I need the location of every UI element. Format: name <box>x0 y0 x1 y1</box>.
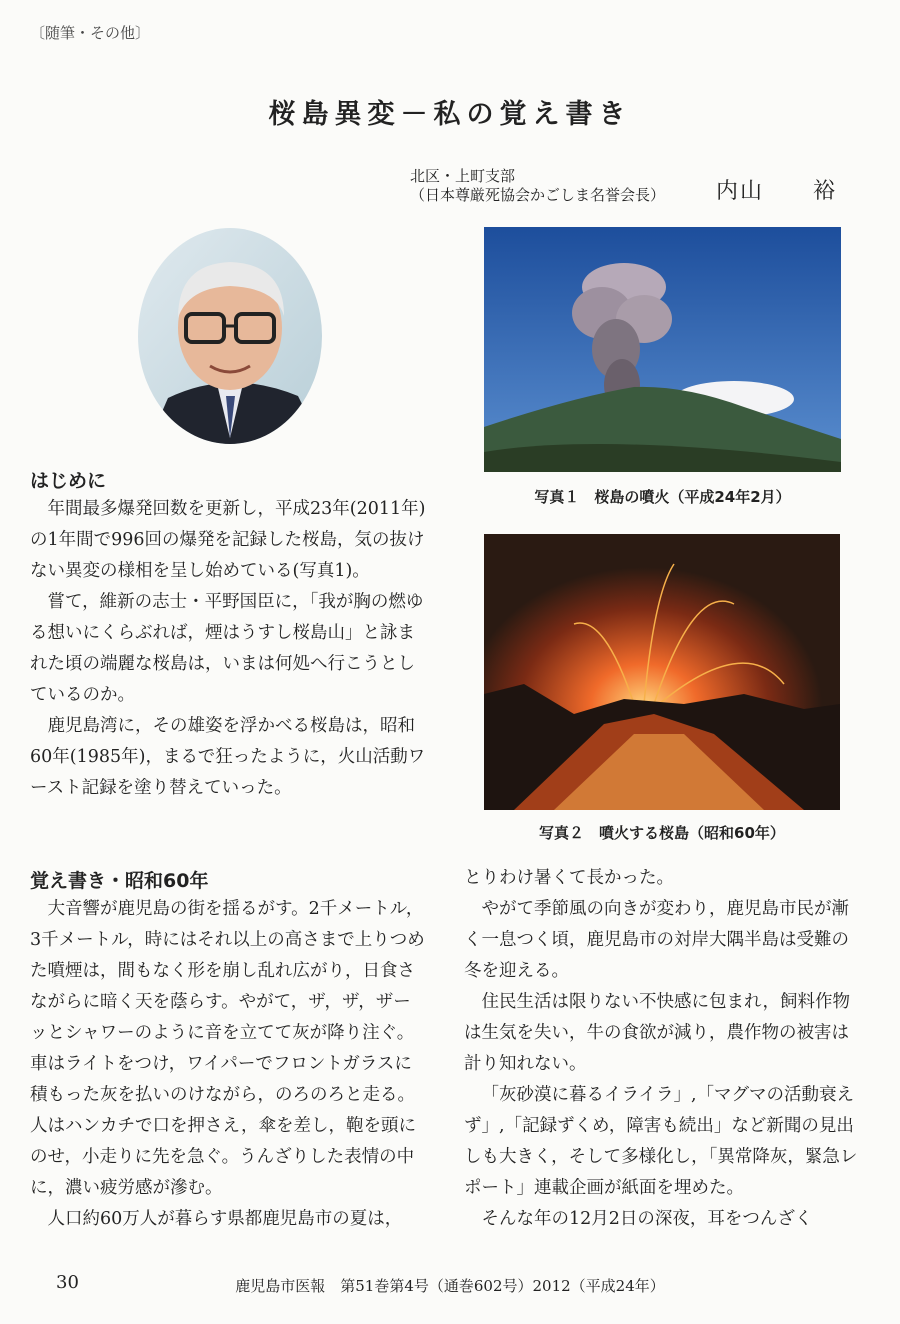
photo-1-caption: 写真１ 桜島の噴火（平成24年2月） <box>534 488 791 506</box>
paragraph: 「灰砂漠に暮るイライラ」,「マグマの活動衰えず」,「記録ずくめ，障害も続出」など新聞の見出しも大きく，そして多様化し，「異常降灰，緊急レポート」連載企画が紙面を埋めた。 <box>464 1085 858 1198</box>
page-number: 30 <box>56 1272 79 1293</box>
paragraph: 人口約60万人が暮らす県都鹿児島市の夏は， <box>47 1209 403 1229</box>
paragraph: やがて季節風の向きが変わり，鹿児島市民が漸く一息つく頃，鹿児島市の対岸大隅半島は受難の冬を迎える。 <box>464 899 849 981</box>
affiliation-line-2: （日本尊厳死協会かごしま名誉会長） <box>410 186 666 204</box>
section-heading-memo: 覚え書き・昭和60年 <box>30 870 209 892</box>
memo-text <box>30 894 428 1235</box>
photo-2-eruption <box>484 534 840 810</box>
category-label: 〔随筆・その他〕 <box>30 24 151 42</box>
article-title: 桜島異変－私の覚え書き <box>268 99 632 130</box>
right-column-text <box>464 863 862 1235</box>
affiliation-line-1: 北区・上町支部 <box>410 167 516 185</box>
paragraph: 鹿児島湾に，その雄姿を浮かべる桜島は，昭和60年(1985年)，まるで狂ったように，火山活動ワースト記録を塗り替えていった。 <box>30 716 426 798</box>
paragraph: 嘗て，維新の志士・平野国臣に，「我が胸の燃ゆる想いにくらぶれば，煙はうすし桜島山」と詠まれた頃の端麗な桜島は，いまは何処へ行こうとしているのか。 <box>30 592 424 705</box>
photo-1-eruption <box>484 227 841 472</box>
paragraph: そんな年の12月2日の深夜，耳をつんざく <box>481 1209 813 1229</box>
journal-info: 鹿児島市医報 第51巻第4号（通巻602号）2012（平成24年） <box>235 1277 665 1295</box>
section-heading-intro: はじめに <box>30 470 107 492</box>
photo-2-caption: 写真２ 噴火する桜島（昭和60年） <box>539 824 785 842</box>
author-name: 内山 裕 <box>716 179 837 204</box>
paragraph: 住民生活は限りない不快感に包まれ，飼料作物は生気を失い，牛の食欲が減り，農作物の被害は計り知れない。 <box>464 992 851 1074</box>
paragraph: 大音響が鹿児島の街を揺るがす。2千メートル，3千メートル，時にはそれ以上の高さまで上りつめた噴煙は，間もなく形を崩し乱れ広がり，日食さながらに暗く天を蔭らす。やがて，ザ，ザ，ザーッとシャワーのように音を立てて灰が降り注ぐ。車はライトをつけ，ワイパーでフロントガラスに積もった灰を払いのけながら，のろのろと走る。人はハンカチで口を押さえ，傘を差し，鞄を頭にのせ，小走りに先を急ぐ。うんざりした表情の中に，濃い疲労感が滲む。 <box>30 899 425 1198</box>
paragraph: 年間最多爆発回数を更新し，平成23年(2011年)の1年間で996回の爆発を記録した桜島，気の抜けない異変の様相を呈し始めている(写真1)。 <box>30 499 426 581</box>
paragraph: とりわけ暑くて長かった。 <box>464 868 674 888</box>
author-affiliation <box>410 167 665 205</box>
intro-text <box>30 494 428 804</box>
author-portrait <box>138 228 322 444</box>
